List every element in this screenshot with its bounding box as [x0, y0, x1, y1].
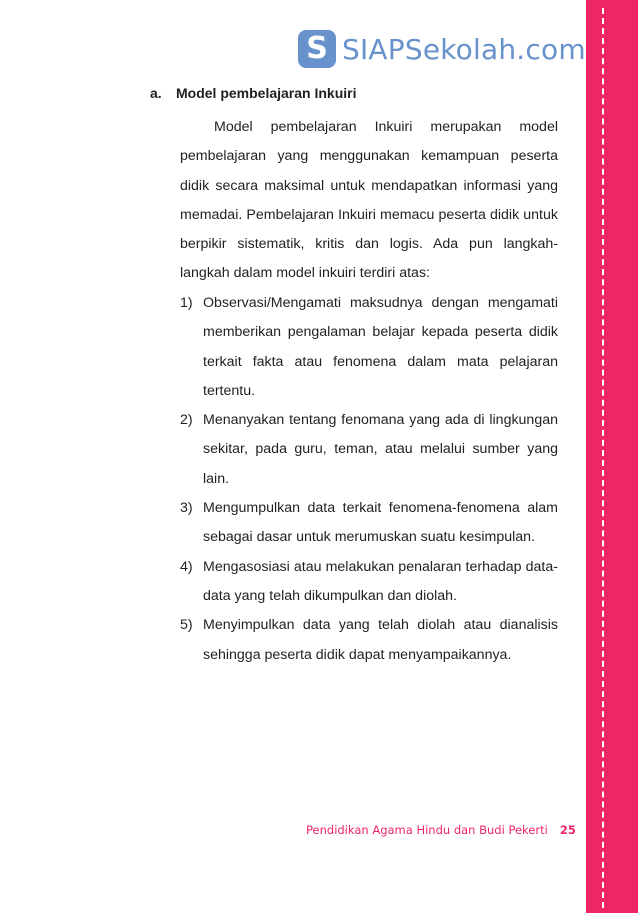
list-marker: 3) [180, 500, 193, 517]
list-item-text: Observasi/Mengamati maksudnya dengan mengamati memberikan pengalaman belajar kepada peserta didik terkait fakta atau fenomena dalam mata pelajaran tertentu. [203, 295, 558, 399]
side-color-bar [586, 0, 638, 913]
list-marker: 2) [180, 412, 193, 429]
intro-paragraph: Model pembelajaran Inkuiri merupakan model pembelajaran yang menggunakan kemampuan peserta didik secara maksimal untuk mendapatkan informasi yang memadai. Pembelajaran Inkuiri memacu peserta didik untuk berpikir sistematik, kritis dan logis. Ada pun langkah-langkah dalam model inkuiri terdiri atas: [180, 119, 558, 282]
watermark-logo [298, 27, 586, 71]
list-item [180, 553, 558, 612]
list-item [180, 289, 558, 406]
section-number: a. [150, 85, 162, 101]
section-title: Model pembelajaran Inkuiri [176, 85, 357, 101]
list-marker: 5) [180, 617, 193, 634]
section-heading [150, 85, 357, 101]
page-number: 25 [559, 823, 576, 837]
list-marker: 1) [180, 295, 193, 311]
list-item [180, 406, 558, 494]
steps-list [180, 289, 558, 670]
page-footer [306, 823, 576, 837]
list-item [180, 494, 558, 553]
list-marker: 4) [180, 558, 193, 575]
list-item-text: Mengasosiasi atau melakukan penalaran terhadap data-data yang telah dikumpulkan dan diolah. [203, 558, 558, 604]
logo-text: SIAPSekolah.com [342, 32, 586, 66]
list-item-text: Mengumpulkan data terkait fenomena-fenomena alam sebagai dasar untuk merumuskan suatu kesimpulan. [203, 500, 558, 546]
side-dashed-line [602, 8, 604, 908]
list-item-text: Menanyakan tentang fenomana yang ada di lingkungan sekitar, pada guru, teman, atau melalui sumber yang lain. [203, 412, 558, 487]
logo-badge: S [298, 30, 336, 68]
footer-book-title: Pendidikan Agama Hindu dan Budi Pekerti [306, 823, 548, 837]
list-item-text: Menyimpulkan data yang telah diolah atau dianalisis sehingga peserta didik dapat menyampaikannya. [203, 617, 558, 663]
list-item [180, 611, 558, 670]
